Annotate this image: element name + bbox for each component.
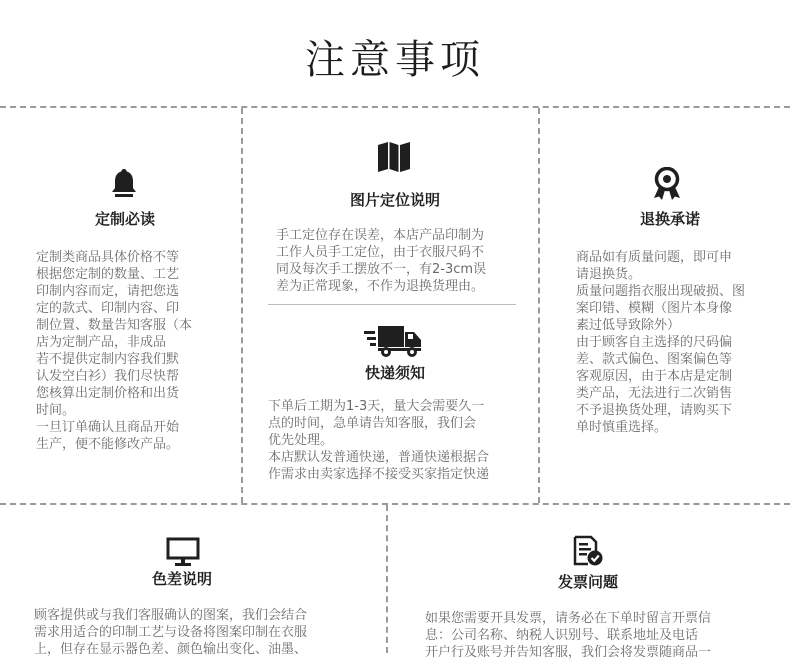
position-heading: 图片定位说明 bbox=[349, 191, 440, 209]
left-column-divider bbox=[241, 108, 243, 503]
invoice-check-icon bbox=[572, 535, 604, 567]
middle-divider bbox=[0, 503, 790, 505]
top-divider bbox=[0, 106, 790, 108]
custom-heading: 定制必读 bbox=[94, 210, 155, 228]
shipping-text: 下单后工期为1-3天，量大会需要久一 点的时间，急单请告知客服，我们会 优先处理。 本店默认发普通快递，普通快递根据合 作需求由卖家选择不接受买家指定快递 bbox=[268, 399, 490, 482]
returns-text: 商品如有质量问题，即可申 请退换货。 质量问题指衣服出现破损、图 案印错、模糊（图片本身像 素过低导致除外） 由于顾客自主选择的尺码偏 差、款式偏色、图案偏色等 客观原因，由于本店是定制 类产品，无法进行二次销售 不予退换货处理，请购买下 单时慎重选择。 bbox=[576, 250, 746, 435]
award-ribbon-icon bbox=[650, 167, 684, 201]
custom-text: 定制类商品具体价格不等 根据您定制的数量、工艺 印制内容而定，请把您选 定的款式、印制内容、印 制位置、数量告知客服（本 店为定制产品，非成品 若不提供定制内容我们默 认发空白衫）我们尽快帮 您核算出定制价格和出货 时间。 一旦订单确认且商品开始 生产，便不能修改产品。 bbox=[36, 250, 193, 452]
returns-heading: 退换承诺 bbox=[639, 210, 700, 228]
bottom-column-divider bbox=[386, 505, 388, 653]
position-text: 手工定位存在误差，本店产品印制为 工作人员手工定位，由于衣服尺码不 同及每次手工摆放不一，有2-3cm误 差为正常现象，不作为退换货理由。 bbox=[276, 228, 487, 294]
folded-map-icon bbox=[377, 141, 411, 173]
color-text: 顾客提供或与我们客服确认的图案，我们会结合 需求用适合的印制工艺与设备将图案印制在衣服 上，但存在显示器色差、颜色输出变化、油墨、 bbox=[34, 608, 308, 657]
shipping-heading: 快递须知 bbox=[364, 364, 425, 382]
right-column-divider bbox=[538, 108, 540, 503]
invoice-text: 如果您需要开具发票，请务必在下单时留言开票信 息：公司名称、纳税人识别号、联系地址及电话 开户行及账号并告知客服，我们会将发票随商品一 bbox=[425, 611, 712, 660]
center-section-divider bbox=[268, 304, 516, 305]
invoice-heading: 发票问题 bbox=[557, 573, 618, 591]
delivery-truck-icon bbox=[364, 324, 422, 358]
page-title: 注意事项 bbox=[305, 37, 485, 83]
monitor-icon bbox=[166, 537, 200, 567]
color-heading: 色差说明 bbox=[151, 570, 212, 588]
bell-icon bbox=[108, 167, 140, 199]
